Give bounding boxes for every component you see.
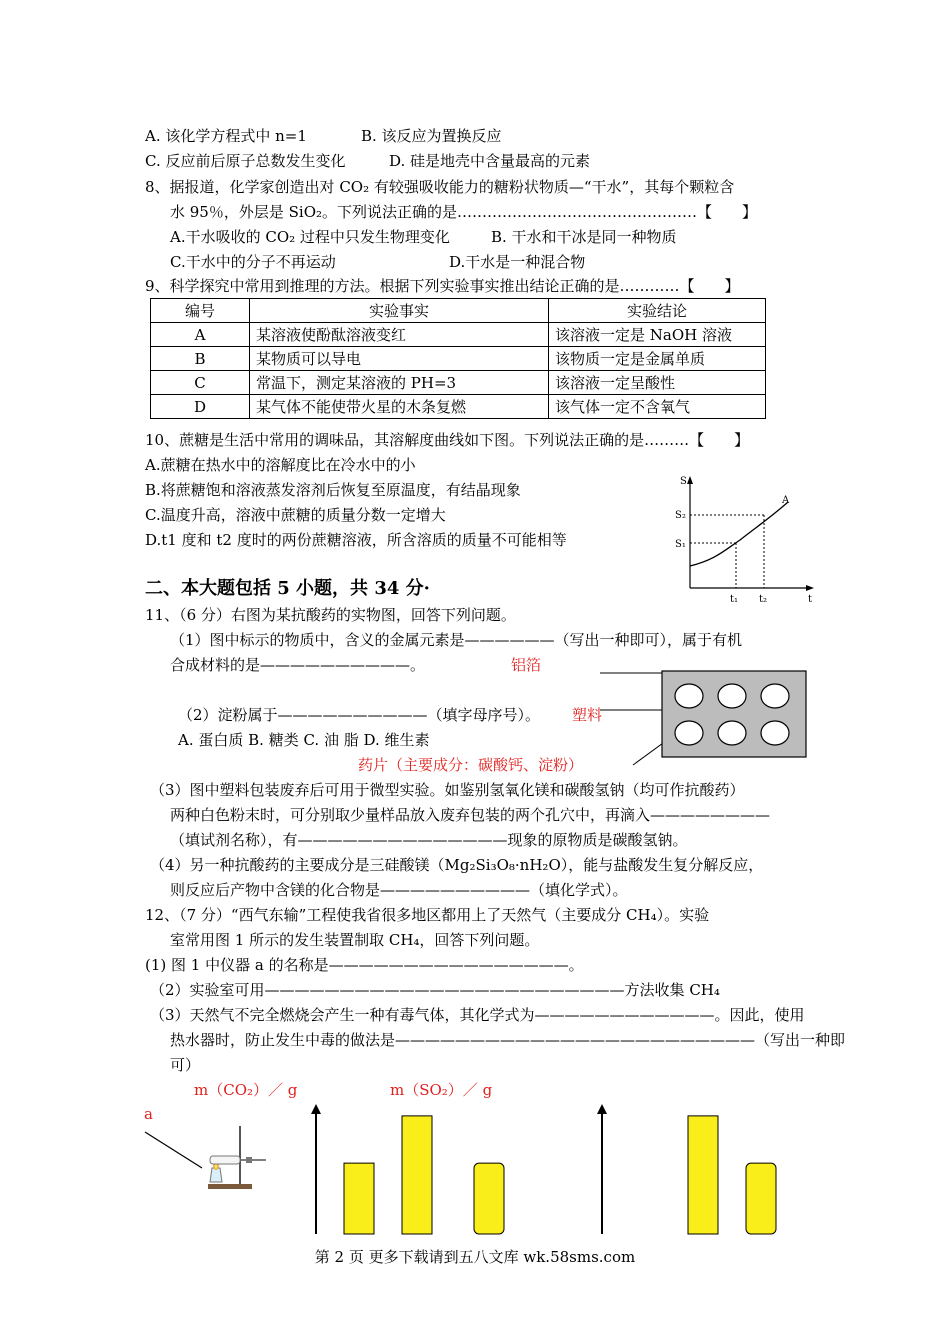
graph-curve-label: A [782,495,790,506]
q8-option-a: A.干水吸收的 CO₂ 过程中只发生物理变化 [170,228,450,246]
q11-part3-line3: （填试剂名称），有——————————————现象的原物质是碳酸氢钠。 [170,831,688,849]
table-row [151,323,766,347]
gas-generation-apparatus [140,1120,270,1195]
q10-option-d: D.t1 度和 t2 度时的两份蔗糖溶液，所含溶质的质量不可能相等 [145,531,567,549]
q9-stem: 9、科学探究中常用到推理的方法。根据下列实验事实推出结论正确的是…………【 】 [145,277,740,295]
table-cell: 某物质可以导电 [250,347,549,371]
page-footer: 第 2 页 更多下载请到五八文库 wk.58sms.com [314,1248,636,1266]
q11-part1-line2: 合成材料的是——————————。 [170,656,426,674]
chart-y-axis-arrow [597,1104,607,1114]
table-cell: 该溶液一定呈酸性 [549,371,766,395]
q10-stem: 10、蔗糖是生活中常用的调味品，其溶解度曲线如下图。下列说法正确的是………【 】 [145,431,750,449]
chart-co2-ylabel: m（CO₂）／ g [194,1081,298,1099]
table-header: 实验结论 [549,299,766,323]
table-cell: C [151,371,250,395]
q11-part4-line2: 则反应后产物中含镁的化合物是——————————（填化学式）。 [170,881,628,899]
q10-option-a: A.蔗糖在热水中的溶解度比在冷水中的小 [145,456,416,474]
q12-part1: (1) 图 1 中仪器 a 的名称是————————————————。 [145,956,584,974]
q7-option-c: C. 反应前后原子总数发生变化 [145,152,346,170]
table-row [151,371,766,395]
solubility-curve-graph [670,470,820,615]
chart-bar [402,1116,432,1234]
q8-option-d: D.干水是一种混合物 [449,253,586,271]
chart-co2 [311,1104,504,1234]
q11-part4-line1: （4）另一种抗酸药的主要成分是三硅酸镁（Mg₂Si₃O₈·nH₂O），能与盐酸发生复分解反应， [150,856,764,874]
table-cell: B [151,347,250,371]
section-2-title: 二、本大题包括 5 小题，共 34 分· [145,578,430,599]
q8-option-c: C.干水中的分子不再运动 [170,253,336,271]
q12-part3-line2: 热水器时，防止发生中毒的做法是————————————————————————（写出一种即 [170,1031,846,1049]
chart-bar [688,1116,718,1234]
table-header-row [151,299,766,323]
q10-option-b: B.将蔗糖饱和溶液蒸发溶剂后恢复至原温度，有结晶现象 [145,481,521,499]
q11-part3-line1: （3）图中塑料包装废弃后可用于微型实验。如鉴别氢氧化镁和碳酸氢钠（均可作抗酸药） [150,781,745,799]
q8-stem-line2: 水 95％，外层是 SiO₂。下列说法正确的是…………………………………………【 】 [170,203,758,221]
q11-stem: 11、（6 分）右图为某抗酸药的实物图，回答下列问题。 [145,606,516,624]
graph-t1-label: t₁ [730,594,739,605]
q11-part1-line1: （1）图中标示的物质中，含义的金属元素是——————（写出一种即可），属于有机 [170,631,743,649]
bar-charts [290,1090,790,1240]
table-cell: 某溶液使酚酞溶液变红 [250,323,549,347]
graph-s2-label: S₂ [675,510,686,521]
graph-t2-label: t₂ [759,594,768,605]
q7-option-d: D. 硅是地壳中含量最高的元素 [389,152,591,170]
q11-part2-options: A. 蛋白质 B. 糖类 C. 油 脂 D. 维生素 [178,731,430,749]
q10-option-c: C.温度升高，溶液中蔗糖的质量分数一定增大 [145,506,446,524]
q11-part3-line2: 两种白色粉末时，可分别取少量样品放入废弃包装的两个孔穴中，再滴入———————— [170,806,771,824]
q12-stem-line1: 12、（7 分）“西气东输”工程使我省很多地区都用上了天然气（主要成分 CH₄）。实验 [145,906,710,924]
apparatus-label-a: a [144,1105,153,1123]
chart-so2 [597,1104,776,1234]
q7-option-b: B. 该反应为置换反应 [361,127,502,145]
table-header: 实验事实 [250,299,549,323]
graph-x-label: t [808,594,813,605]
solubility-curve [690,502,788,566]
graph-y-label: S [680,476,687,487]
table-cell: 某气体不能使带火星的木条复燃 [250,395,549,419]
q11-part2: （2）淀粉属于——————————（填字母序号）。 [178,706,541,724]
q12-part2: （2）实验室可用————————————————————————方法收集 CH₄ [150,981,720,999]
graph-s1-label: S₁ [675,539,686,550]
label-aluminum-foil: 铝箔 [511,656,542,674]
table-row [151,395,766,419]
chart-y-axis-arrow [311,1104,321,1114]
chart-bar [474,1163,504,1234]
table-row [151,347,766,371]
table-cell: D [151,395,250,419]
q9-table [150,298,766,419]
chart-so2-ylabel: m（SO₂）／ g [390,1081,493,1099]
table-cell: A [151,323,250,347]
q12-part3-line3: 可） [170,1056,201,1074]
q8-stem-line1: 8、据报道，化学家创造出对 CO₂ 有较强吸收能力的糖粉状物质—“干水”，其每个颗粒含 [145,178,735,196]
q7-option-a: A. 该化学方程式中 n=1 [145,127,307,145]
label-tablet: 药片（主要成分：碳酸钙、淀粉） [358,756,584,774]
label-plastic: 塑料 [572,706,603,724]
table-cell: 该气体一定不含氧气 [549,395,766,419]
chart-bar [344,1163,374,1234]
table-header: 编号 [151,299,250,323]
antacid-blister-pack [600,665,810,775]
table-cell: 该物质一定是金属单质 [549,347,766,371]
chart-bar [746,1163,776,1234]
q12-stem-line2: 室常用图 1 所示的发生装置制取 CH₄，回答下列问题。 [170,931,540,949]
q8-option-b: B. 干水和干冰是同一种物质 [491,228,677,246]
table-cell: 常温下，测定某溶液的 PH=3 [250,371,549,395]
table-cell: 该溶液一定是 NaOH 溶液 [549,323,766,347]
q12-part3-line1: （3）天然气不完全燃烧会产生一种有毒气体，其化学式为————————————。因此，使用 [150,1006,805,1024]
